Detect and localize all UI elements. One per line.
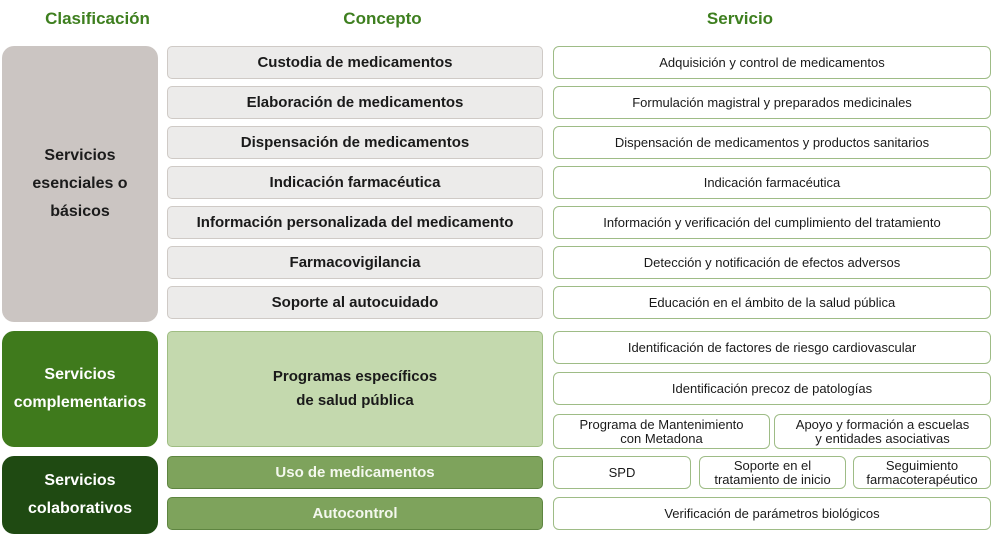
classification-complementary-line-2: complementarios bbox=[13, 394, 147, 411]
classification-collaborative bbox=[2, 456, 158, 534]
classification-collaborative-line-2: colaborativos bbox=[27, 500, 133, 517]
service-spd: SPD bbox=[553, 456, 691, 489]
concept-informacion: Información personalizada del medicamento bbox=[167, 206, 543, 239]
service-seguimiento-line-2: farmacoterapéutico bbox=[866, 471, 978, 487]
concept-elaboracion: Elaboración de medicamentos bbox=[167, 86, 543, 119]
classification-collaborative-line-1: Servicios bbox=[44, 472, 116, 489]
service-educacion: Educación en el ámbito de la salud pública bbox=[553, 286, 991, 319]
service-metadona-line-2: con Metadona bbox=[620, 430, 703, 446]
concept-autocontrol: Autocontrol bbox=[167, 497, 543, 530]
classification-complementary-line-1: Servicios bbox=[44, 366, 116, 383]
service-indicacion: Indicación farmacéutica bbox=[553, 166, 991, 199]
service-informacion: Información y verificación del cumplimiento del tratamiento bbox=[553, 206, 991, 239]
concept-programas-line-2: de salud pública bbox=[296, 392, 414, 409]
concept-farmacovigilancia: Farmacovigilancia bbox=[167, 246, 543, 279]
concept-soporte: Soporte al autocuidado bbox=[167, 286, 543, 319]
concept-dispensacion: Dispensación de medicamentos bbox=[167, 126, 543, 159]
service-apoyo-line-1: Apoyo y formación a escuelas bbox=[795, 416, 970, 432]
service-apoyo-line-2: y entidades asociativas bbox=[815, 430, 950, 446]
classification-basic-line-3: básicos bbox=[50, 203, 110, 220]
service-precoz: Identificación precoz de patologías bbox=[553, 372, 991, 405]
service-verificacion: Verificación de parámetros biológicos bbox=[553, 497, 991, 530]
concept-programas-line-1: Programas específicos bbox=[272, 368, 438, 385]
service-formulacion: Formulación magistral y preparados medicinales bbox=[553, 86, 991, 119]
service-deteccion: Detección y notificación de efectos adversos bbox=[553, 246, 991, 279]
service-seguimiento bbox=[853, 456, 991, 489]
header-concepto: Concepto bbox=[343, 9, 422, 28]
concept-custodia: Custodia de medicamentos bbox=[167, 46, 543, 79]
service-metadona bbox=[553, 414, 770, 449]
concept-programas bbox=[167, 331, 543, 447]
header-clasificacion: Clasificación bbox=[45, 9, 150, 28]
service-riesgo: Identificación de factores de riesgo cardiovascular bbox=[553, 331, 991, 364]
service-apoyo bbox=[774, 414, 991, 449]
service-dispensacion: Dispensación de medicamentos y productos sanitarios bbox=[553, 126, 991, 159]
classification-basic bbox=[2, 46, 158, 322]
service-adquisicion: Adquisición y control de medicamentos bbox=[553, 46, 991, 79]
service-metadona-line-1: Programa de Mantenimiento bbox=[579, 416, 744, 432]
service-soporte-inicio bbox=[699, 456, 846, 489]
concept-uso: Uso de medicamentos bbox=[167, 456, 543, 489]
concept-indicacion: Indicación farmacéutica bbox=[167, 166, 543, 199]
service-seguimiento-line-1: Seguimiento bbox=[885, 457, 959, 473]
classification-complementary bbox=[2, 331, 158, 447]
service-soporte-inicio-line-2: tratamiento de inicio bbox=[714, 471, 831, 487]
service-soporte-inicio-line-1: Soporte en el bbox=[733, 457, 812, 473]
classification-basic-line-1: Servicios bbox=[44, 147, 116, 164]
classification-basic-line-2: esenciales o bbox=[32, 175, 128, 192]
header-servicio: Servicio bbox=[706, 9, 774, 28]
